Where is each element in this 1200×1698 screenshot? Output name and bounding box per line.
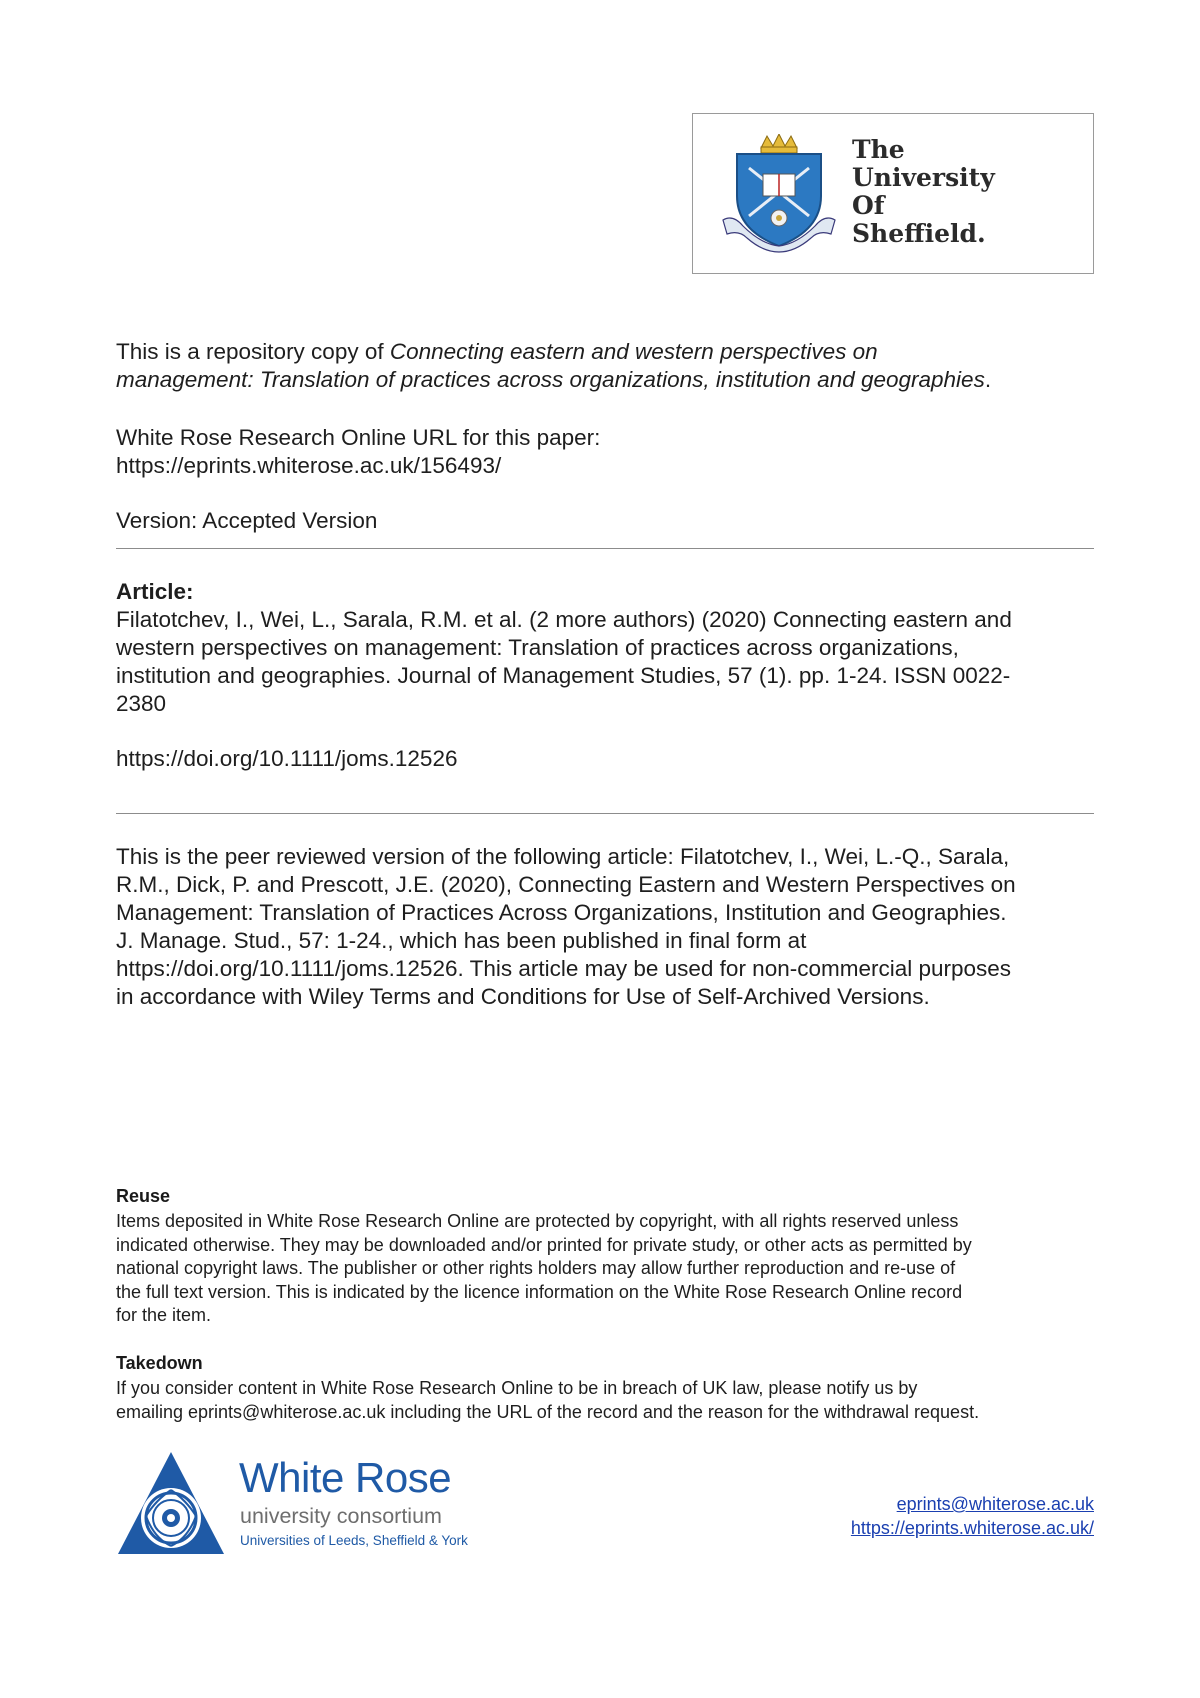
sheffield-crest-icon: [719, 134, 839, 256]
article-doi: [116, 745, 1096, 773]
article-line: institution and geographies. Journal of Management Studies, 57 (1). pp. 1-24. ISSN 0022-: [116, 663, 1011, 688]
version-text: [116, 507, 1096, 535]
white-rose-emblem-icon: [116, 1450, 226, 1560]
white-rose-title: White Rose: [239, 1454, 452, 1501]
wordmark-line: University: [852, 163, 995, 192]
white-rose-logo: [116, 1450, 466, 1560]
article-heading: Article:: [116, 579, 194, 604]
white-rose-universities: Universities of Leeds, Sheffield & York: [240, 1533, 468, 1548]
paper-title-line2: management: Translation of practices across organizations, institution and geographies: [116, 367, 985, 392]
article-line: Filatotchev, I., Wei, L., Sarala, R.M. et al. (2 more authors) (2020) Connecting eastern and: [116, 607, 1012, 632]
intro-suffix: .: [984, 367, 992, 392]
email-link[interactable]: eprints@whiterose.ac.uk: [896, 1494, 1094, 1514]
notice-line: in accordance with Wiley Terms and Conditions for Use of Self-Archived Versions.: [116, 984, 930, 1009]
reuse-line: national copyright laws. The publisher or other rights holders may allow further reproduction and re-use of: [116, 1258, 956, 1278]
divider: [116, 813, 1094, 814]
reuse-line: the full text version. This is indicated by the licence information on the White Rose Research Online record: [116, 1281, 963, 1302]
divider: [116, 548, 1094, 549]
takedown-line: emailing eprints@whiterose.ac.uk including the URL of the record and the reason for the withdrawal request.: [116, 1401, 980, 1422]
paper-title-line1: Connecting eastern and western perspectives on: [389, 339, 878, 364]
peer-reviewed-notice: [116, 843, 1096, 1011]
article-block: [116, 578, 1096, 718]
url-label: White Rose Research Online URL for this paper:: [116, 425, 601, 450]
takedown-heading: Takedown: [116, 1353, 203, 1373]
reuse-line: for the item.: [116, 1305, 212, 1325]
website-link[interactable]: https://eprints.whiterose.ac.uk/: [850, 1518, 1094, 1538]
intro-prefix: This is a repository copy of: [116, 339, 390, 364]
reuse-text: [116, 1210, 1106, 1328]
sheffield-wordmark: [852, 136, 995, 248]
paper-url: https://eprints.whiterose.ac.uk/156493/: [116, 453, 502, 478]
article-line: 2380: [116, 691, 167, 716]
sheffield-logo: [692, 113, 1094, 274]
notice-line: J. Manage. Stud., 57: 1-24., which has been published in final form at: [116, 928, 807, 953]
takedown-line: If you consider content in White Rose Research Online to be in breach of UK law, please notify us by: [116, 1378, 918, 1398]
reuse-line: indicated otherwise. They may be downloaded and/or printed for private study, or other acts as permitted by: [116, 1234, 972, 1255]
url-block: [116, 424, 1096, 480]
wordmark-line: Of: [852, 191, 885, 220]
takedown-text: [116, 1377, 1106, 1424]
notice-line: Management: Translation of Practices Across Organizations, Institution and Geographies.: [116, 900, 1007, 925]
article-line: western perspectives on management: Translation of practices across organizations,: [116, 635, 959, 660]
notice-line: This is the peer reviewed version of the following article: Filatotchev, I., Wei, L.-Q., Sarala,: [116, 844, 1010, 869]
doi-text: https://doi.org/10.1111/joms.12526: [116, 746, 458, 771]
white-rose-subtitle: university consortium: [240, 1504, 442, 1528]
version-label: Version: Accepted Version: [116, 508, 378, 533]
repository-intro: [116, 338, 1096, 394]
wordmark-line: The: [852, 135, 905, 164]
reuse-heading: Reuse: [116, 1186, 171, 1206]
reuse-line: Items deposited in White Rose Research Online are protected by copyright, with all rights reserved unless: [116, 1211, 959, 1231]
notice-line: https://doi.org/10.1111/joms.12526. This article may be used for non-commercial purposes: [116, 956, 1012, 981]
notice-line: R.M., Dick, P. and Prescott, J.E. (2020), Connecting Eastern and Western Perspectives on: [116, 872, 1016, 897]
wordmark-line: Sheffield.: [852, 219, 986, 248]
